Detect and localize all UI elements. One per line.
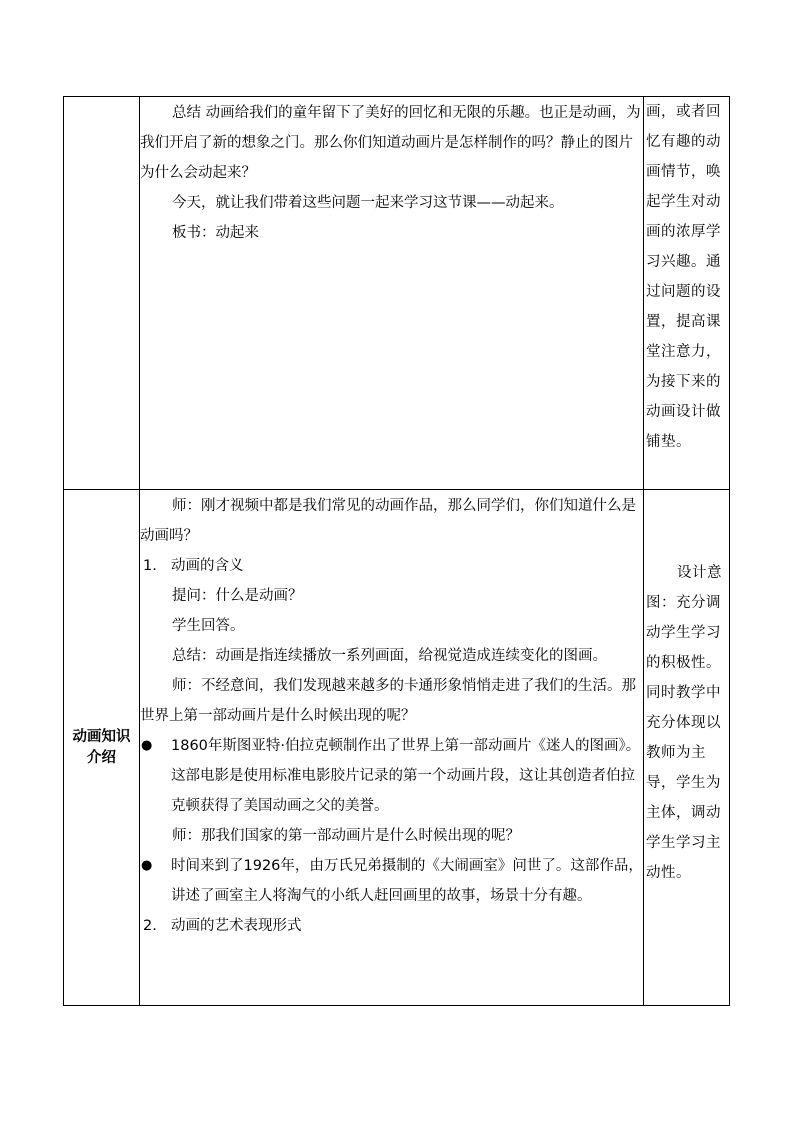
content-cell [140,490,644,1006]
bullet-text: 时间来到了1926年，由万氏兄弟摄制的《大闹画室》问世了。这部作品，讲述了画室主人将淘气的小纸人赶回画里的故事，场景十分有趣。 [171,858,643,904]
table-row [64,97,730,490]
bullet-dot: ● [141,858,153,873]
row-label-cell [64,97,140,490]
item-number: 1. [143,558,157,574]
row-label-cell [64,490,140,1006]
definition-summary: 总结：动画是指连续播放一系列画面，给视觉造成连续变化的图画。 [172,648,607,664]
lesson-plan-table [63,96,730,1006]
question-text: 提问：什么是动画？ [172,588,303,604]
numbered-item [140,551,643,581]
summary-paragraph: 总结 动画给我们的童年留下了美好的回忆和无限的乐趣。也正是动画，为我们开启了新的想象之门。那么你们知道动画片是怎样制作的吗？静止的图片为什么会动起来？ [140,105,641,181]
bullet-item [140,731,643,821]
answer-text: 学生回答。 [172,618,245,634]
item-title: 动画的艺术表现形式 [171,918,302,934]
row-label: 动画知识介绍 [72,728,131,766]
board-paragraph: 板书：动起来 [172,225,259,241]
bullet-dot: ● [141,738,153,753]
design-note: 画，或者回忆有趣的动画情节，唤起学生对动画的浓厚学习兴趣。通过问题的设置，提高课堂注意力，为接下来的动画设计做铺垫。 [646,104,721,450]
table-row [64,490,730,1006]
teacher-question: 师：不经意间，我们发现越来越多的卡通形象悄悄走进了我们的生活。那世界上第一部动画片是什么时候出现的呢？ [140,678,636,724]
item-title: 动画的含义 [171,558,244,574]
design-note: 设计意图：充分调动学生学习的积极性。同时教学中充分体现以教师为主导，学生为主体，调动学生学习主动性。 [646,565,722,881]
content-cell [140,97,644,490]
numbered-item [140,911,643,941]
design-note-cell [644,490,730,1006]
intro-paragraph: 今天，就让我们带着这些问题一起来学习这节课——动起来。 [172,195,564,211]
bullet-item [140,851,643,911]
teacher-question: 师：那我们国家的第一部动画片是什么时候出现的呢？ [172,828,520,844]
design-note-cell [644,97,730,490]
item-number: 2. [143,918,157,934]
bullet-text: 1860年斯图亚特·伯拉克顿制作出了世界上第一部动画片《迷人的图画》。这部电影是使用标准电影胶片记录的第一个动画片段，这让其创造者伯拉克顿获得了美国动画之父的美誉。 [171,738,641,814]
teacher-intro: 师：刚才视频中都是我们常见的动画作品，那么同学们，你们知道什么是动画吗？ [140,498,636,544]
